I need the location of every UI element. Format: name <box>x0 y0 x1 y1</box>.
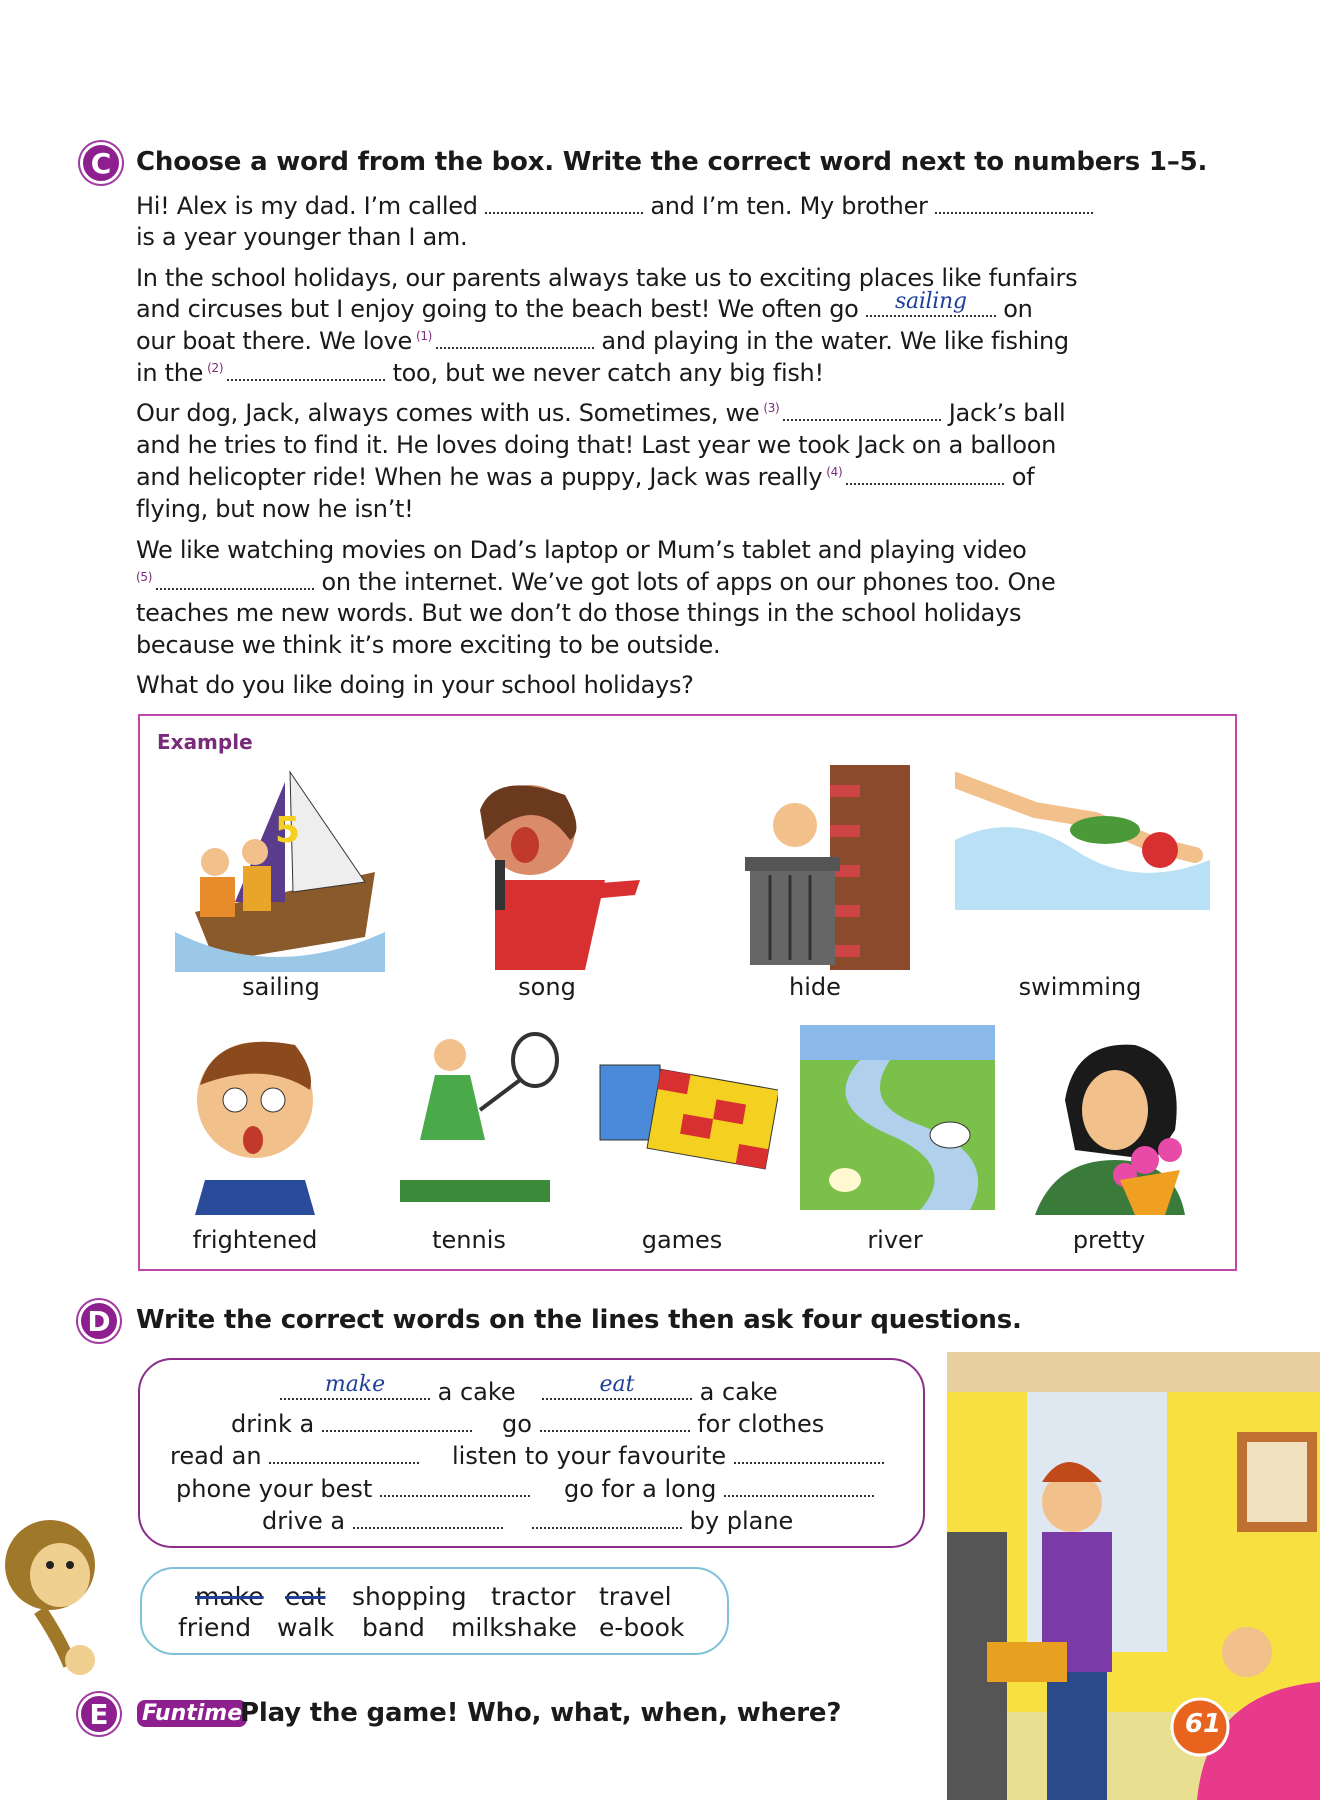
word-frightened: frightened <box>192 1226 318 1254</box>
kitchen-illustration <box>947 1352 1320 1800</box>
text: go <box>502 1410 532 1438</box>
text: a cake <box>437 1378 516 1406</box>
river-illustration <box>800 1025 995 1210</box>
text: phone your best <box>176 1475 373 1503</box>
text: and he tries to find it. He loves doing that! Last year we took Jack on a balloon <box>136 431 1057 459</box>
text: go for a long <box>564 1475 717 1503</box>
text: because we think it’s more exciting to be outside. <box>136 631 721 659</box>
text: and playing in the water. We like fishing <box>601 327 1069 355</box>
section-d-badge: D <box>78 1300 120 1342</box>
tennis-illustration <box>400 1030 560 1205</box>
answer-blank-drink[interactable] <box>322 1410 472 1432</box>
handwritten-answer: sailing <box>895 289 967 314</box>
monkey-illustration <box>0 1490 120 1680</box>
text: and helicopter ride! When he was a puppy, Jack was really <box>136 463 823 491</box>
word-make-used: make <box>195 1582 264 1611</box>
answer-blank-by-plane[interactable] <box>532 1507 682 1529</box>
frightened-illustration <box>185 1030 325 1215</box>
pretty-illustration <box>1035 1040 1210 1215</box>
question-number: (4) <box>826 465 843 479</box>
word-river: river <box>867 1226 923 1254</box>
text: and I’m ten. My brother <box>650 192 928 220</box>
answer-blank-make <box>280 1372 430 1400</box>
text: Our dog, Jack, always comes with us. Sometimes, we <box>136 399 760 427</box>
text: What do you like doing in your school holidays? <box>136 671 694 699</box>
word-pretty: pretty <box>1072 1226 1146 1254</box>
answer-blank-read[interactable] <box>269 1442 419 1464</box>
text: too, but we never catch any big fish! <box>392 359 824 387</box>
answer-blank-go[interactable] <box>540 1410 690 1432</box>
text: a cake <box>699 1378 778 1406</box>
answer-blank-brother[interactable] <box>935 192 1093 214</box>
example-blank <box>866 289 996 317</box>
text: In the school holidays, our parents always take us to exciting places like funfairs <box>136 264 1078 292</box>
word-option: tractor <box>491 1582 576 1611</box>
text: Jack’s ball <box>948 399 1066 427</box>
answer-blank-4[interactable] <box>846 463 1004 485</box>
handwritten-answer: make <box>324 1372 386 1397</box>
text: on <box>1003 295 1033 323</box>
section-c-badge: C <box>80 142 122 184</box>
handwritten-answer: eat <box>599 1372 635 1397</box>
answer-blank-phone[interactable] <box>380 1475 530 1497</box>
text: on the internet. We’ve got lots of apps on our phones too. One <box>321 568 1056 596</box>
question-number: (5) <box>136 570 153 584</box>
games-illustration <box>598 1060 778 1175</box>
text: We like watching movies on Dad’s laptop or Mum’s tablet and playing video <box>136 536 1027 564</box>
word-option: friend <box>178 1613 252 1642</box>
section-e-instruction: Play the game! Who, what, when, where? <box>240 1698 842 1728</box>
text: drive a <box>262 1507 346 1535</box>
question-number: (2) <box>207 361 224 375</box>
song-illustration <box>455 770 645 970</box>
answer-blank-go-long[interactable] <box>724 1475 874 1497</box>
answer-blank-eat <box>542 1372 692 1400</box>
hide-illustration <box>735 765 915 970</box>
question-number: (3) <box>763 401 780 415</box>
word-option: shopping <box>352 1582 467 1611</box>
text: flying, but now he isn’t! <box>136 495 414 523</box>
text: in the <box>136 359 204 387</box>
text: our boat there. We love <box>136 327 412 355</box>
funtime-logo: Funtime <box>137 1700 247 1727</box>
text: Hi! Alex is my dad. I’m called <box>136 192 478 220</box>
text: for clothes <box>697 1410 825 1438</box>
question-number: (1) <box>415 329 433 343</box>
answer-blank-3[interactable] <box>783 399 941 421</box>
text: listen to your favourite <box>452 1442 727 1470</box>
example-label: Example <box>157 730 253 754</box>
word-hide: hide <box>789 973 841 1001</box>
text: read an <box>170 1442 262 1470</box>
section-c-instruction: Choose a word from the box. Write the correct word next to numbers 1–5. <box>136 147 1208 177</box>
answer-blank-listen[interactable] <box>734 1442 884 1464</box>
word-tennis: tennis <box>432 1226 506 1254</box>
answer-blank-5[interactable] <box>156 568 314 590</box>
text: teaches me new words. But we don’t do those things in the school holidays <box>136 599 1022 627</box>
sailing-illustration <box>175 762 390 972</box>
text: of <box>1011 463 1035 491</box>
word-games: games <box>641 1226 723 1254</box>
text: drink a <box>231 1410 315 1438</box>
word-option: milkshake <box>451 1613 577 1642</box>
text: by plane <box>689 1507 794 1535</box>
word-sailing: sailing <box>242 973 320 1001</box>
text: is a year younger than I am. <box>136 223 468 251</box>
word-song: song <box>518 973 576 1001</box>
answer-blank-2[interactable] <box>227 359 385 381</box>
word-option: e-book <box>599 1613 685 1642</box>
swimming-illustration <box>955 770 1210 910</box>
svg-text:5: 5 <box>275 810 301 851</box>
word-eat-used: eat <box>285 1582 326 1611</box>
answer-blank-name[interactable] <box>485 192 643 214</box>
word-option: band <box>362 1613 425 1642</box>
answer-blank-1[interactable] <box>436 327 594 349</box>
section-d-instruction: Write the correct words on the lines then ask four questions. <box>136 1305 1022 1335</box>
page-number: 61 <box>1184 1709 1222 1739</box>
answer-blank-drive[interactable] <box>353 1507 503 1529</box>
word-option: walk <box>277 1613 335 1642</box>
text: and circuses but I enjoy going to the beach best! We often go <box>136 295 859 323</box>
section-e-badge: E <box>78 1693 120 1735</box>
word-option: travel <box>599 1582 672 1611</box>
word-swimming: swimming <box>1018 973 1142 1001</box>
